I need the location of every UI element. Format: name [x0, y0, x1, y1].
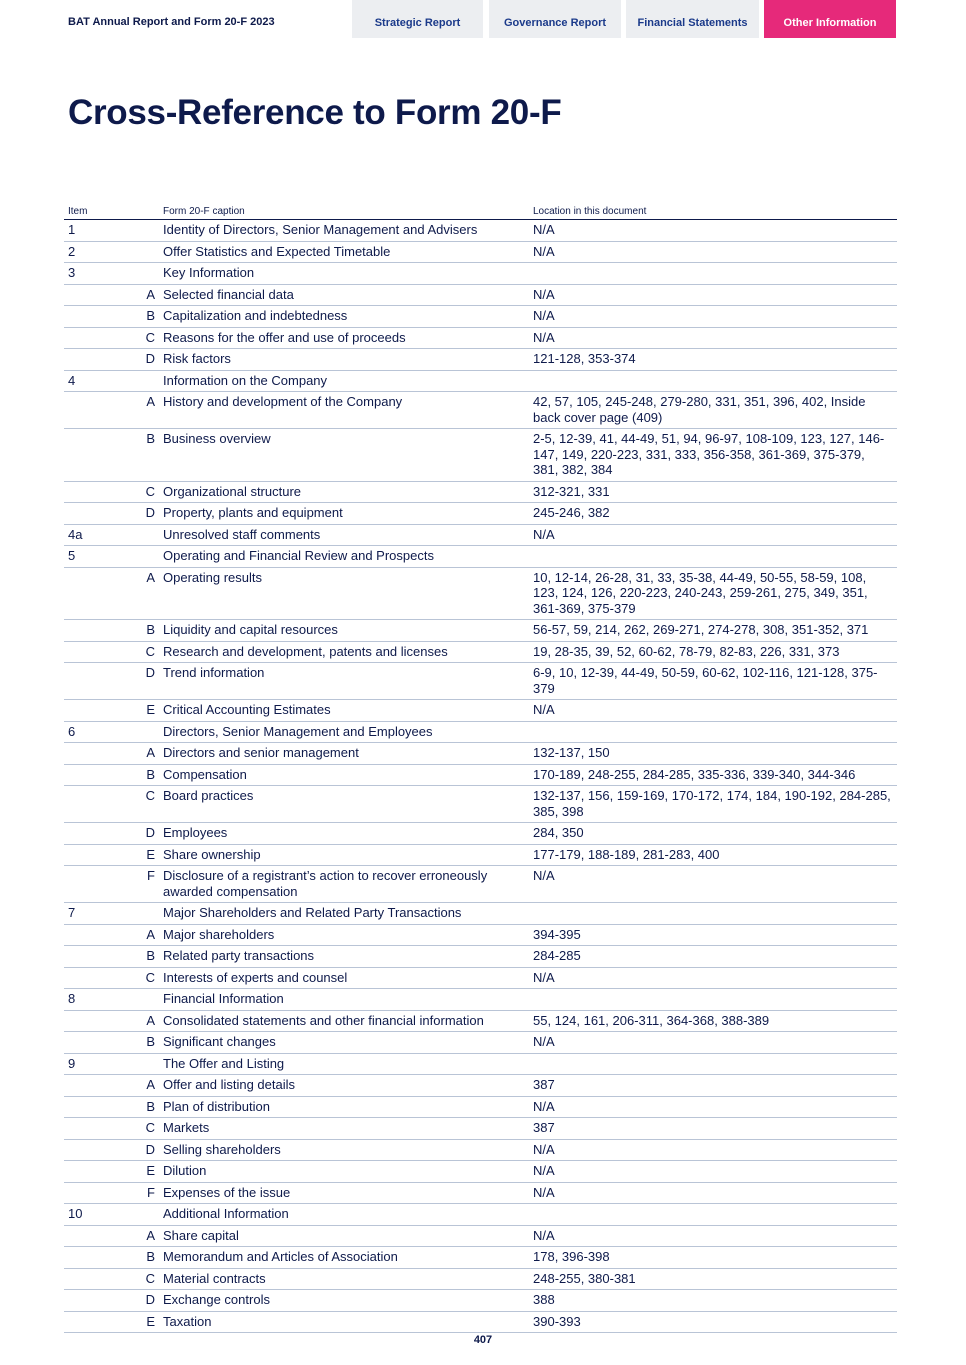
- document-location: N/A: [529, 1182, 897, 1204]
- sub-item-letter: C: [116, 327, 159, 349]
- item-number: [64, 1182, 116, 1204]
- item-number: 4: [64, 370, 116, 392]
- table-row: [64, 967, 897, 989]
- sub-item-letter: B: [116, 1247, 159, 1269]
- form-caption: Compensation: [159, 764, 529, 786]
- document-location: 284, 350: [529, 823, 897, 845]
- sub-item-letter: C: [116, 1118, 159, 1140]
- document-location: [529, 1053, 897, 1075]
- form-caption: Organizational structure: [159, 481, 529, 503]
- item-number: [64, 1032, 116, 1054]
- item-number: 10: [64, 1204, 116, 1226]
- form-caption: Board practices: [159, 786, 529, 823]
- table-row: [64, 989, 897, 1011]
- sub-item-letter: [116, 263, 159, 285]
- document-location: 10, 12-14, 26-28, 31, 33, 35-38, 44-49, 50-55, 58-59, 108, 123, 124, 126, 220-223, 240-243, 259-261, 275, 349, 351, 361-369, 375-379: [529, 567, 897, 620]
- sub-item-letter: [116, 903, 159, 925]
- document-location: [529, 903, 897, 925]
- item-number: [64, 1290, 116, 1312]
- document-location: N/A: [529, 524, 897, 546]
- document-location: [529, 546, 897, 568]
- document-location: 170-189, 248-255, 284-285, 335-336, 339-340, 344-346: [529, 764, 897, 786]
- item-number: [64, 481, 116, 503]
- form-caption: Property, plants and equipment: [159, 503, 529, 525]
- table-row: [64, 1010, 897, 1032]
- document-location: N/A: [529, 220, 897, 242]
- table-row: [64, 370, 897, 392]
- table-header-row: [64, 203, 897, 220]
- table-row: [64, 1182, 897, 1204]
- sub-item-letter: D: [116, 663, 159, 700]
- document-location: N/A: [529, 1032, 897, 1054]
- form-caption: Unresolved staff comments: [159, 524, 529, 546]
- sub-item-letter: B: [116, 1096, 159, 1118]
- form-caption: Research and development, patents and licenses: [159, 641, 529, 663]
- document-location: [529, 989, 897, 1011]
- item-number: 4a: [64, 524, 116, 546]
- form-caption: Offer and listing details: [159, 1075, 529, 1097]
- document-location: 42, 57, 105, 245-248, 279-280, 331, 351, 396, 402, Inside back cover page (409): [529, 392, 897, 429]
- sub-item-letter: [116, 1053, 159, 1075]
- tab-governance-report[interactable]: Governance Report: [489, 0, 621, 38]
- form-caption: Material contracts: [159, 1268, 529, 1290]
- table-row: [64, 866, 897, 903]
- table-row: [64, 1032, 897, 1054]
- document-location: 132-137, 156, 159-169, 170-172, 174, 184, 190-192, 284-285, 385, 398: [529, 786, 897, 823]
- form-caption: Exchange controls: [159, 1290, 529, 1312]
- sub-item-letter: [116, 524, 159, 546]
- sub-item-letter: B: [116, 764, 159, 786]
- document-location: 248-255, 380-381: [529, 1268, 897, 1290]
- sub-item-letter: E: [116, 1311, 159, 1333]
- sub-item-letter: A: [116, 284, 159, 306]
- sub-item-letter: A: [116, 743, 159, 765]
- item-number: [64, 866, 116, 903]
- table-row: [64, 306, 897, 328]
- table-row: [64, 1053, 897, 1075]
- sub-item-letter: C: [116, 481, 159, 503]
- form-caption: Key Information: [159, 263, 529, 285]
- form-caption: Major shareholders: [159, 924, 529, 946]
- sub-item-letter: A: [116, 567, 159, 620]
- sub-item-letter: A: [116, 1075, 159, 1097]
- form-caption: Financial Information: [159, 989, 529, 1011]
- table-row: [64, 700, 897, 722]
- table-row: [64, 1096, 897, 1118]
- table-row: [64, 503, 897, 525]
- sub-item-letter: [116, 1204, 159, 1226]
- form-caption: Dilution: [159, 1161, 529, 1183]
- sub-item-letter: B: [116, 429, 159, 482]
- document-location: N/A: [529, 327, 897, 349]
- form-caption: Plan of distribution: [159, 1096, 529, 1118]
- table-row: [64, 349, 897, 371]
- document-location: 6-9, 10, 12-39, 44-49, 50-59, 60-62, 102-116, 121-128, 375-379: [529, 663, 897, 700]
- item-number: [64, 1118, 116, 1140]
- document-location: 390-393: [529, 1311, 897, 1333]
- form-caption: Business overview: [159, 429, 529, 482]
- sub-item-letter: C: [116, 641, 159, 663]
- document-location: N/A: [529, 1161, 897, 1183]
- item-number: [64, 1096, 116, 1118]
- form-caption: Capitalization and indebtedness: [159, 306, 529, 328]
- document-location: 55, 124, 161, 206-311, 364-368, 388-389: [529, 1010, 897, 1032]
- document-location: 312-321, 331: [529, 481, 897, 503]
- item-number: [64, 967, 116, 989]
- table-row: [64, 620, 897, 642]
- item-number: [64, 700, 116, 722]
- sub-item-letter: B: [116, 1032, 159, 1054]
- table-row: [64, 1225, 897, 1247]
- item-number: [64, 743, 116, 765]
- column-header-item: Item: [64, 203, 159, 220]
- sub-item-letter: B: [116, 946, 159, 968]
- document-location: N/A: [529, 967, 897, 989]
- top-navigation-bar: [0, 0, 966, 38]
- document-location: 245-246, 382: [529, 503, 897, 525]
- item-number: [64, 924, 116, 946]
- sub-item-letter: [116, 241, 159, 263]
- document-location: 394-395: [529, 924, 897, 946]
- item-number: [64, 1139, 116, 1161]
- column-header-location: Location in this document: [529, 203, 897, 220]
- form-caption: Major Shareholders and Related Party Transactions: [159, 903, 529, 925]
- item-number: [64, 663, 116, 700]
- document-location: 177-179, 188-189, 281-283, 400: [529, 844, 897, 866]
- sub-item-letter: A: [116, 392, 159, 429]
- sub-item-letter: [116, 989, 159, 1011]
- sub-item-letter: F: [116, 1182, 159, 1204]
- item-number: 2: [64, 241, 116, 263]
- sub-item-letter: A: [116, 1225, 159, 1247]
- document-location: 387: [529, 1118, 897, 1140]
- item-number: 5: [64, 546, 116, 568]
- document-location: 56-57, 59, 214, 262, 269-271, 274-278, 308, 351-352, 371: [529, 620, 897, 642]
- item-number: [64, 567, 116, 620]
- sub-item-letter: F: [116, 866, 159, 903]
- sub-item-letter: [116, 370, 159, 392]
- table-row: [64, 263, 897, 285]
- table-row: [64, 844, 897, 866]
- form-caption: Taxation: [159, 1311, 529, 1333]
- document-location: 284-285: [529, 946, 897, 968]
- document-location: N/A: [529, 306, 897, 328]
- item-number: [64, 764, 116, 786]
- item-number: 3: [64, 263, 116, 285]
- sub-item-letter: B: [116, 306, 159, 328]
- table-row: [64, 241, 897, 263]
- item-number: [64, 1075, 116, 1097]
- table-row: [64, 721, 897, 743]
- item-number: [64, 306, 116, 328]
- table-row: [64, 429, 897, 482]
- document-location: [529, 263, 897, 285]
- item-number: [64, 844, 116, 866]
- document-location: [529, 1204, 897, 1226]
- form-caption: Memorandum and Articles of Association: [159, 1247, 529, 1269]
- document-location: 2-5, 12-39, 41, 44-49, 51, 94, 96-97, 108-109, 123, 127, 146-147, 149, 220-223, 331, 333, 356-358, 361-369, 375-379, 381, 382, 384: [529, 429, 897, 482]
- form-caption: Offer Statistics and Expected Timetable: [159, 241, 529, 263]
- sub-item-letter: D: [116, 503, 159, 525]
- table-row: [64, 641, 897, 663]
- document-location: 178, 396-398: [529, 1247, 897, 1269]
- item-number: [64, 284, 116, 306]
- table-row: [64, 1311, 897, 1333]
- item-number: [64, 1225, 116, 1247]
- document-location: 19, 28-35, 39, 52, 60-62, 78-79, 82-83, 226, 331, 373: [529, 641, 897, 663]
- sub-item-letter: [116, 721, 159, 743]
- table-row: [64, 1075, 897, 1097]
- form-caption: Identity of Directors, Senior Management and Advisers: [159, 220, 529, 242]
- form-caption: Critical Accounting Estimates: [159, 700, 529, 722]
- sub-item-letter: C: [116, 786, 159, 823]
- document-location: 387: [529, 1075, 897, 1097]
- table-row: [64, 1247, 897, 1269]
- form-caption: Additional Information: [159, 1204, 529, 1226]
- form-caption: Information on the Company: [159, 370, 529, 392]
- document-title: BAT Annual Report and Form 20-F 2023: [68, 16, 275, 28]
- table-row: [64, 1118, 897, 1140]
- sub-item-letter: D: [116, 823, 159, 845]
- item-number: [64, 1268, 116, 1290]
- form-caption: Employees: [159, 823, 529, 845]
- document-location: N/A: [529, 241, 897, 263]
- form-caption: Operating results: [159, 567, 529, 620]
- table-row: [64, 903, 897, 925]
- table-row: [64, 946, 897, 968]
- table-row: [64, 1204, 897, 1226]
- sub-item-letter: B: [116, 620, 159, 642]
- item-number: [64, 503, 116, 525]
- document-location: [529, 721, 897, 743]
- item-number: [64, 1247, 116, 1269]
- item-number: 6: [64, 721, 116, 743]
- document-location: N/A: [529, 1096, 897, 1118]
- table-row: [64, 284, 897, 306]
- item-number: [64, 620, 116, 642]
- form-caption: Disclosure of a registrant’s action to recover erroneously awarded compensation: [159, 866, 529, 903]
- item-number: 9: [64, 1053, 116, 1075]
- form-caption: Markets: [159, 1118, 529, 1140]
- document-location: N/A: [529, 1139, 897, 1161]
- table-row: [64, 220, 897, 242]
- table-row: [64, 786, 897, 823]
- table-row: [64, 823, 897, 845]
- table-row: [64, 327, 897, 349]
- item-number: [64, 1161, 116, 1183]
- sub-item-letter: [116, 220, 159, 242]
- table-row: [64, 546, 897, 568]
- form-caption: Operating and Financial Review and Prospects: [159, 546, 529, 568]
- document-location: N/A: [529, 700, 897, 722]
- document-location: 132-137, 150: [529, 743, 897, 765]
- sub-item-letter: [116, 546, 159, 568]
- form-caption: Related party transactions: [159, 946, 529, 968]
- page-title: Cross-Reference to Form 20-F: [68, 93, 562, 132]
- item-number: [64, 392, 116, 429]
- cross-reference-table: [64, 203, 897, 1333]
- sub-item-letter: A: [116, 1010, 159, 1032]
- form-caption: Significant changes: [159, 1032, 529, 1054]
- sub-item-letter: D: [116, 1290, 159, 1312]
- table-row: [64, 481, 897, 503]
- form-caption: The Offer and Listing: [159, 1053, 529, 1075]
- sub-item-letter: E: [116, 700, 159, 722]
- table-row: [64, 1268, 897, 1290]
- table-body: [64, 220, 897, 1333]
- item-number: [64, 1311, 116, 1333]
- form-caption: Selected financial data: [159, 284, 529, 306]
- sub-item-letter: D: [116, 1139, 159, 1161]
- sub-item-letter: C: [116, 967, 159, 989]
- form-caption: Risk factors: [159, 349, 529, 371]
- sub-item-letter: C: [116, 1268, 159, 1290]
- table-row: [64, 924, 897, 946]
- form-caption: Directors, Senior Management and Employees: [159, 721, 529, 743]
- table-row: [64, 392, 897, 429]
- tab-financial-statements[interactable]: Financial Statements: [626, 0, 759, 38]
- sub-item-letter: E: [116, 844, 159, 866]
- form-caption: Share ownership: [159, 844, 529, 866]
- item-number: [64, 349, 116, 371]
- item-number: [64, 946, 116, 968]
- table-row: [64, 567, 897, 620]
- document-location: 121-128, 353-374: [529, 349, 897, 371]
- document-location: [529, 370, 897, 392]
- document-location: 388: [529, 1290, 897, 1312]
- sub-item-letter: A: [116, 924, 159, 946]
- document-location: N/A: [529, 284, 897, 306]
- form-caption: Consolidated statements and other financial information: [159, 1010, 529, 1032]
- item-number: 8: [64, 989, 116, 1011]
- item-number: [64, 823, 116, 845]
- table-row: [64, 1139, 897, 1161]
- document-location: N/A: [529, 1225, 897, 1247]
- tab-strategic-report[interactable]: Strategic Report: [352, 0, 483, 38]
- table-row: [64, 743, 897, 765]
- item-number: [64, 1010, 116, 1032]
- item-number: 7: [64, 903, 116, 925]
- item-number: [64, 786, 116, 823]
- table-row: [64, 764, 897, 786]
- table-row: [64, 1290, 897, 1312]
- document-location: N/A: [529, 866, 897, 903]
- form-caption: Expenses of the issue: [159, 1182, 529, 1204]
- form-caption: Interests of experts and counsel: [159, 967, 529, 989]
- column-header-caption: Form 20-F caption: [159, 203, 529, 220]
- item-number: [64, 429, 116, 482]
- page-number: 407: [473, 1334, 493, 1346]
- form-caption: Directors and senior management: [159, 743, 529, 765]
- table-row: [64, 524, 897, 546]
- table-row: [64, 663, 897, 700]
- form-caption: Liquidity and capital resources: [159, 620, 529, 642]
- item-number: [64, 327, 116, 349]
- table-row: [64, 1161, 897, 1183]
- sub-item-letter: D: [116, 349, 159, 371]
- tab-other-information[interactable]: Other Information: [764, 0, 896, 38]
- form-caption: Reasons for the offer and use of proceeds: [159, 327, 529, 349]
- form-caption: History and development of the Company: [159, 392, 529, 429]
- form-caption: Share capital: [159, 1225, 529, 1247]
- item-number: 1: [64, 220, 116, 242]
- form-caption: Selling shareholders: [159, 1139, 529, 1161]
- item-number: [64, 641, 116, 663]
- sub-item-letter: E: [116, 1161, 159, 1183]
- form-caption: Trend information: [159, 663, 529, 700]
